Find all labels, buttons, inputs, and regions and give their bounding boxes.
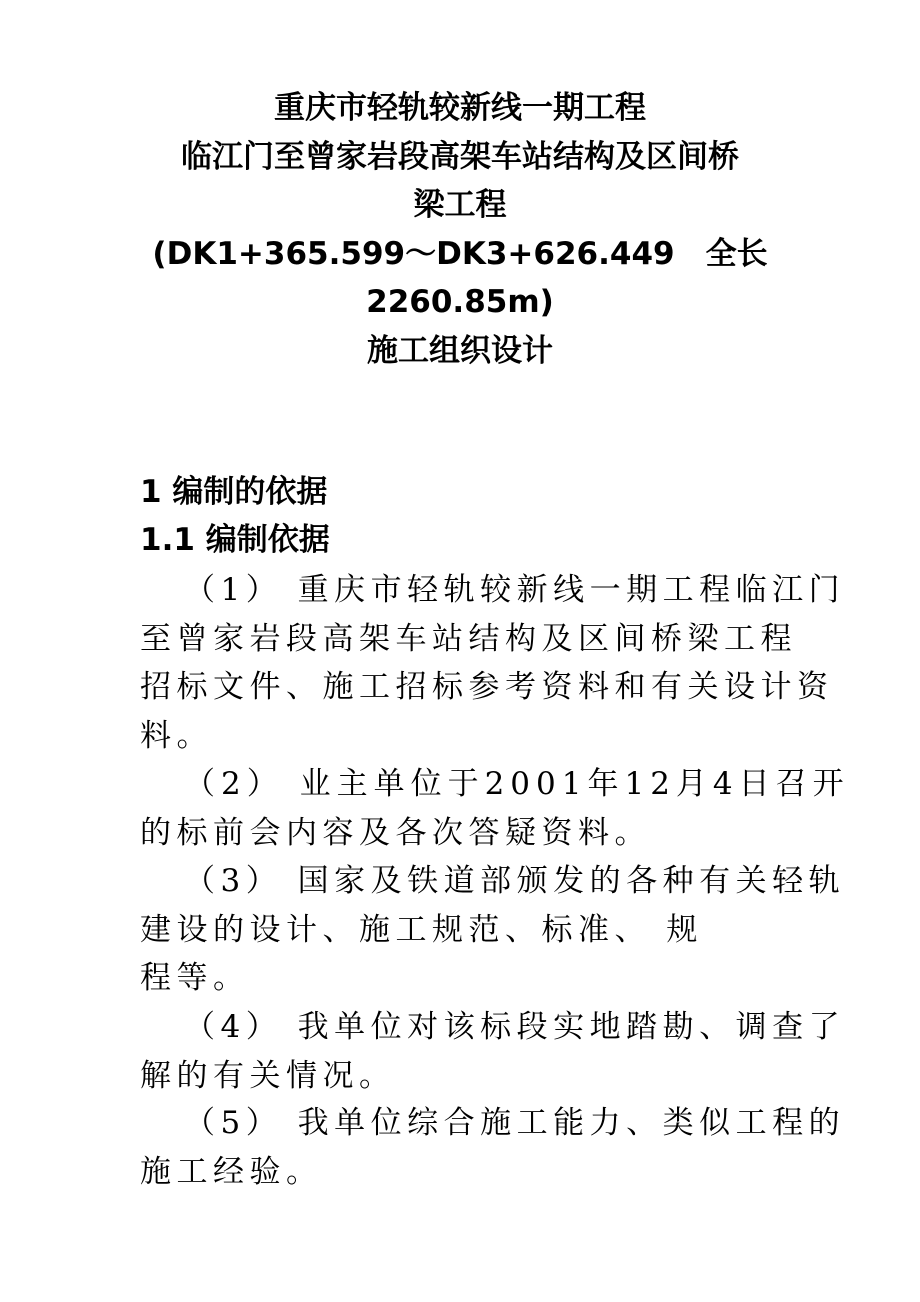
basis-item-4: [140, 1003, 846, 1100]
paragraph-line: 建设的设计、施工规范、标准、 规: [140, 911, 703, 948]
title-line: 梁工程: [413, 187, 507, 224]
paragraph-line: 程等。: [140, 960, 250, 997]
paragraph-line: 的标前会内容及各次答疑资料。: [140, 814, 651, 851]
basis-item-1: [140, 566, 846, 760]
basis-item-3: [140, 857, 846, 1003]
subsection-heading: 1.1 编制依据: [140, 522, 330, 558]
paragraph-line: 至曾家岩段高架车站结构及区间桥梁工程: [140, 620, 797, 657]
title-line: 重庆市轻轨较新线一期工程: [274, 90, 646, 126]
paragraph-line: （5） 我单位综合施工能力、类似工程的: [184, 1105, 846, 1141]
title-line: 2260.85m): [366, 284, 554, 321]
title-line: 临江门至曾家岩段高架车站结构及区间桥: [181, 138, 739, 175]
basis-item-2: [140, 760, 850, 857]
paragraph-line: （4） 我单位对该标段实地踏勘、调查了: [184, 1009, 846, 1045]
title-line: (DK1+365.599～DK3+626.449 全长: [152, 235, 768, 272]
document-title: [120, 84, 800, 376]
section-heading: 1 编制的依据: [140, 474, 328, 510]
paragraph-line: 招标文件、施工招标参考资料和有关设计资: [140, 669, 834, 706]
title-line: 施工组织设计: [367, 332, 553, 369]
paragraph-line: （3） 国家及铁道部颁发的各种有关轻轨: [184, 863, 846, 899]
basis-item-5: [140, 1099, 846, 1196]
paragraph-line: （2） 业主单位于2001年12月4日召开: [184, 766, 850, 802]
paragraph-line: 施工经验。: [140, 1153, 323, 1190]
paragraph-line: （1） 重庆市轻轨较新线一期工程临江门: [184, 572, 846, 608]
paragraph-line: 解的有关情况。: [140, 1057, 396, 1094]
paragraph-line: 料。: [140, 717, 213, 754]
